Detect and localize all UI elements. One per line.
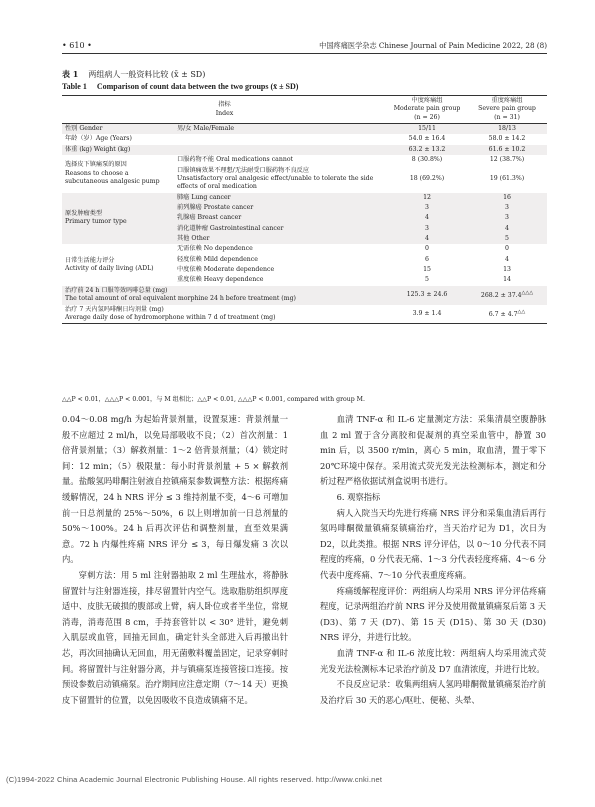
paragraph: 0.04～0.08 mg/h 为起始背景剂量，设置泵速：背景剂量一般不应超过 2 ml/h，以免局部吸收不良；（2）首次剂量：1 倍背景剂量；（3）解救剂量：1～2 倍背景剂量；（4）锁定时间：12 min；（5）极限量：每小时背景剂量 + 5 × 解救剂量。盐酸氢吗啡酮注射液自控镇痛泵参数调整方法：根据疼痛缓解情况，24 h NRS 评分 ≤ 3 维持剂量不变，4～6 可增加前一日总剂量的 25%～50%，6 以上则增加前一日总剂量的 50%～100%。24 h 后再次评估和调整剂量，直至效果满意。72 h 内爆性疼痛 NRS 评分 ≤ 3，每日爆发痛 3 次以内。 bbox=[62, 414, 288, 565]
row-label-cn: 治疗 7 天内氢吗啡酮日均剂量 (mg) bbox=[65, 305, 164, 313]
paragraph: 血清 TNF-α 和 IL-6 定量测定方法：采集清晨空腹静脉血 2 ml 置于含分离胶和促凝剂的真空采血管中，静置 30 min 后，以 3500 r/min，离心 5 min，取血清，置于零下 20℃环境中保存。采用流式荧光发光法检测标本，测定和分析过程严格依据试剂盒说明书进行。 bbox=[320, 414, 546, 487]
row-label-cn: 治疗前 24 h 口服等效吗啡总量 (mg) bbox=[65, 286, 168, 294]
header-index-en: Index bbox=[215, 109, 234, 117]
row-label-en: The total amount of oral equivalent morphine 24 h before treatment (mg) bbox=[65, 295, 296, 303]
row-label: 性别 Gender bbox=[62, 124, 174, 135]
cell-group1: 6 bbox=[425, 255, 429, 263]
row-label-cn: 选择皮下镇痛泵的原因 bbox=[65, 161, 127, 169]
body-right-column bbox=[320, 412, 546, 708]
cell-group2: 3 bbox=[467, 213, 547, 223]
table-caption-cn bbox=[62, 69, 205, 80]
header-rule bbox=[62, 53, 547, 54]
table-row bbox=[62, 244, 547, 254]
row-sublabel: 其他 Other bbox=[174, 234, 387, 244]
cell-group2 bbox=[467, 286, 547, 305]
table-row bbox=[62, 193, 547, 203]
cell-group1: 8 (30.8%) bbox=[411, 156, 443, 164]
significance-mark: △△ bbox=[517, 308, 526, 315]
table-row bbox=[62, 124, 547, 135]
header-group2-en: Severe pain group bbox=[478, 105, 536, 113]
cell-group2: 5 bbox=[467, 234, 547, 244]
page-number: • 610 • bbox=[62, 41, 92, 50]
cell-group2: 4 bbox=[505, 255, 509, 263]
table-row bbox=[62, 145, 547, 155]
row-sublabel: 肺癌 Lung cancer bbox=[174, 193, 387, 203]
table-caption-en bbox=[62, 82, 298, 91]
cell-group1: 18 (69.2%) bbox=[409, 174, 445, 182]
row-sublabel-cn: 口服镇痛效果不理想/无法耐受口服药物不良反应 bbox=[177, 166, 310, 174]
paragraph: 疼痛缓解程度评价：两组病人均采用 NRS 评分评估疼痛程度，记录两组治疗前 NRS 评分及使用微量镇痛泵后第 3 天 (D3)、第 7 天 (D7)、第 15 天 (D15)、第 30 天 (D30) NRS 评分，并进行比较。 bbox=[320, 585, 546, 643]
row-label-en: Activity of daily living (ADL) bbox=[65, 265, 154, 273]
cell-value: 268.2 ± 37.4 bbox=[480, 292, 522, 300]
header-group2-cn: 重度疼痛组 bbox=[491, 97, 523, 104]
row-label: 体重 (kg) Weight (kg) bbox=[62, 145, 387, 155]
cell-group1: 15/11 bbox=[387, 124, 467, 135]
row-sublabel: 中度依赖 Moderate dependence bbox=[177, 266, 275, 274]
row-sublabel: 口服药物不能 Oral medications cannot bbox=[177, 156, 294, 164]
row-label bbox=[62, 305, 387, 324]
row-sublabel: 重度依赖 Heavy dependence bbox=[177, 276, 264, 284]
journal-running-head: 中国疼痛医学杂志 Chinese Journal of Pain Medicine 2022, 28 (8) bbox=[319, 41, 547, 50]
cell-group2: 12 (38.7%) bbox=[489, 156, 525, 164]
cell-group2 bbox=[467, 305, 547, 324]
table-row bbox=[62, 134, 547, 144]
row-sublabel: 前列腺癌 Prostate cancer bbox=[174, 203, 387, 213]
cell-group2: 0 bbox=[505, 245, 509, 253]
row-label bbox=[62, 244, 174, 285]
copyright-footer: (C)1994-2022 China Academic Journal Electronic Publishing House. All rights reserved. http://www.cnki.net bbox=[6, 775, 383, 784]
paragraph: 穿刺方法：用 5 ml 注射器抽取 2 ml 生理盐水，将静脉留置针与注射器连接，排尽留置针内空气。选取脂肪组织厚度适中、皮肤无破损的腹部或上臂，病人卧位或者半坐位，常规消毒，消毒范围 8 cm，手持套管针以 < 30° 进针，避免刺入肌层或血管，回抽无回血，确定针头全部进入后再撤出针芯，再次回抽确认无回血，用无菌敷料覆盖固定，记录穿刺时间。将留置针与注射器分离，并与镇痛泵连接管接口连接。按预设参数启动镇痛泵。治疗期间应注意定期（7～14 天）更换皮下留置针的位置，以免因吸收不良造成镇痛不足。 bbox=[62, 569, 288, 705]
row-sublabel-en: Unsatisfactory oral analgesic effect/unable to tolerate the side effects of oral medication bbox=[177, 174, 374, 191]
header-group1 bbox=[387, 96, 467, 124]
row-label bbox=[62, 193, 174, 245]
header-group1-cn: 中度疼痛组 bbox=[411, 97, 443, 104]
cell-group1: 0 bbox=[425, 245, 429, 253]
row-sublabel: 无需依赖 No dependence bbox=[177, 245, 253, 253]
cell-group1: 3.9 ± 1.4 bbox=[387, 305, 467, 324]
paragraph: 血清 TNF-α 和 IL-6 浓度比较：两组病人均采用流式荧光发光法检测标本记录治疗前及 D7 血清浓度，并进行比较。 bbox=[320, 647, 546, 674]
table-title-cn: 两组病人一般资料比较 (x̄ ± SD) bbox=[88, 70, 206, 79]
cell-group2: 3 bbox=[467, 203, 547, 213]
cell-value: 6.7 ± 4.7 bbox=[488, 310, 518, 318]
table-label-cn: 表 1 bbox=[62, 69, 79, 79]
row-label-en: Primary tumor type bbox=[65, 218, 127, 226]
header-group2 bbox=[467, 96, 547, 124]
row-label-cn: 原发肿瘤类型 bbox=[65, 210, 103, 218]
cell-group1: 3 bbox=[387, 203, 467, 213]
row-sublabel: 乳腺癌 Breast cancer bbox=[174, 213, 387, 223]
data-table bbox=[62, 95, 547, 324]
paragraph: 不良反应记录：收集两组病人氢吗啡酮微量镇痛泵治疗前及治疗后 30 天的恶心/呕吐、便秘、头晕、 bbox=[320, 679, 546, 705]
cell-group1: 63.2 ± 13.2 bbox=[387, 145, 467, 155]
table-row bbox=[62, 305, 547, 324]
section-heading: 6. 观察指标 bbox=[336, 491, 381, 502]
cell-group2: 4 bbox=[467, 224, 547, 234]
row-sublabel: 轻度依赖 Mild dependence bbox=[177, 255, 258, 263]
row-label-cn: 日常生活能力评分 bbox=[65, 256, 115, 264]
table-footnote: △△P < 0.01，△△△P < 0.001，与 M 组相比；△△P < 0.01, △△△P < 0.001, compared with group M. bbox=[62, 396, 365, 403]
header-index bbox=[62, 96, 387, 124]
row-label: 年龄（岁）Age (Years) bbox=[65, 135, 132, 143]
cell-group1: 15 bbox=[423, 266, 431, 274]
table-label-en: Table 1 bbox=[62, 82, 87, 91]
table-header-row bbox=[62, 96, 547, 124]
header-group2-n: (n = 31) bbox=[494, 113, 520, 121]
cell-group2: 16 bbox=[467, 193, 547, 203]
header-group1-en: Moderate pain group bbox=[393, 105, 461, 113]
header-group1-n: (n = 26) bbox=[414, 113, 440, 121]
row-sublabel bbox=[174, 166, 387, 193]
cell-group1: 5 bbox=[425, 276, 429, 284]
paragraph: 病人入院当天均先进行疼痛 NRS 评分和采集血清后再行氢吗啡酮微量镇痛泵镇痛治疗，当天治疗记为 D1，次日为 D2，以此类推。根据 NRS 评分评估，以 0～10 分代表不同程度的疼痛，0 分代表无痛、1～3 分代表轻度疼痛、4～6 分代表中度疼痛、7～10 分代表重度疼痛。 bbox=[320, 507, 546, 580]
cell-group1: 125.3 ± 24.6 bbox=[387, 286, 467, 305]
cell-group2: 18/13 bbox=[467, 124, 547, 135]
cell-group1: 3 bbox=[387, 224, 467, 234]
cell-group2: 61.6 ± 10.2 bbox=[467, 145, 547, 155]
table-row bbox=[62, 286, 547, 305]
header-index-cn: 指标 bbox=[218, 101, 231, 109]
row-label-en: Average daily dose of hydromorphone within 7 d of treatment (mg) bbox=[65, 313, 276, 321]
row-label-en: Reasons to choose a subcutaneous analgesic pump bbox=[65, 169, 160, 186]
row-sublabel: 男/女 Male/Female bbox=[174, 124, 387, 135]
row-sublabel: 消化道肿瘤 Gastrointestinal cancer bbox=[174, 224, 387, 234]
body-left-column bbox=[62, 412, 288, 708]
cell-group2: 14 bbox=[503, 276, 511, 284]
cell-group1: 12 bbox=[387, 193, 467, 203]
cell-group1: 4 bbox=[387, 234, 467, 244]
significance-mark: △△△ bbox=[521, 289, 534, 296]
table-title-en: Comparison of count data between the two groups (x̄ ± SD) bbox=[96, 82, 299, 91]
cell-group1: 4 bbox=[387, 213, 467, 223]
cell-group2: 13 bbox=[503, 266, 511, 274]
row-label bbox=[62, 286, 387, 305]
cell-group2: 19 (61.3%) bbox=[489, 174, 525, 182]
cell-group1: 54.0 ± 16.4 bbox=[408, 135, 446, 143]
cell-group2: 58.0 ± 14.2 bbox=[488, 135, 526, 143]
row-label bbox=[62, 155, 174, 192]
table-row bbox=[62, 155, 547, 165]
